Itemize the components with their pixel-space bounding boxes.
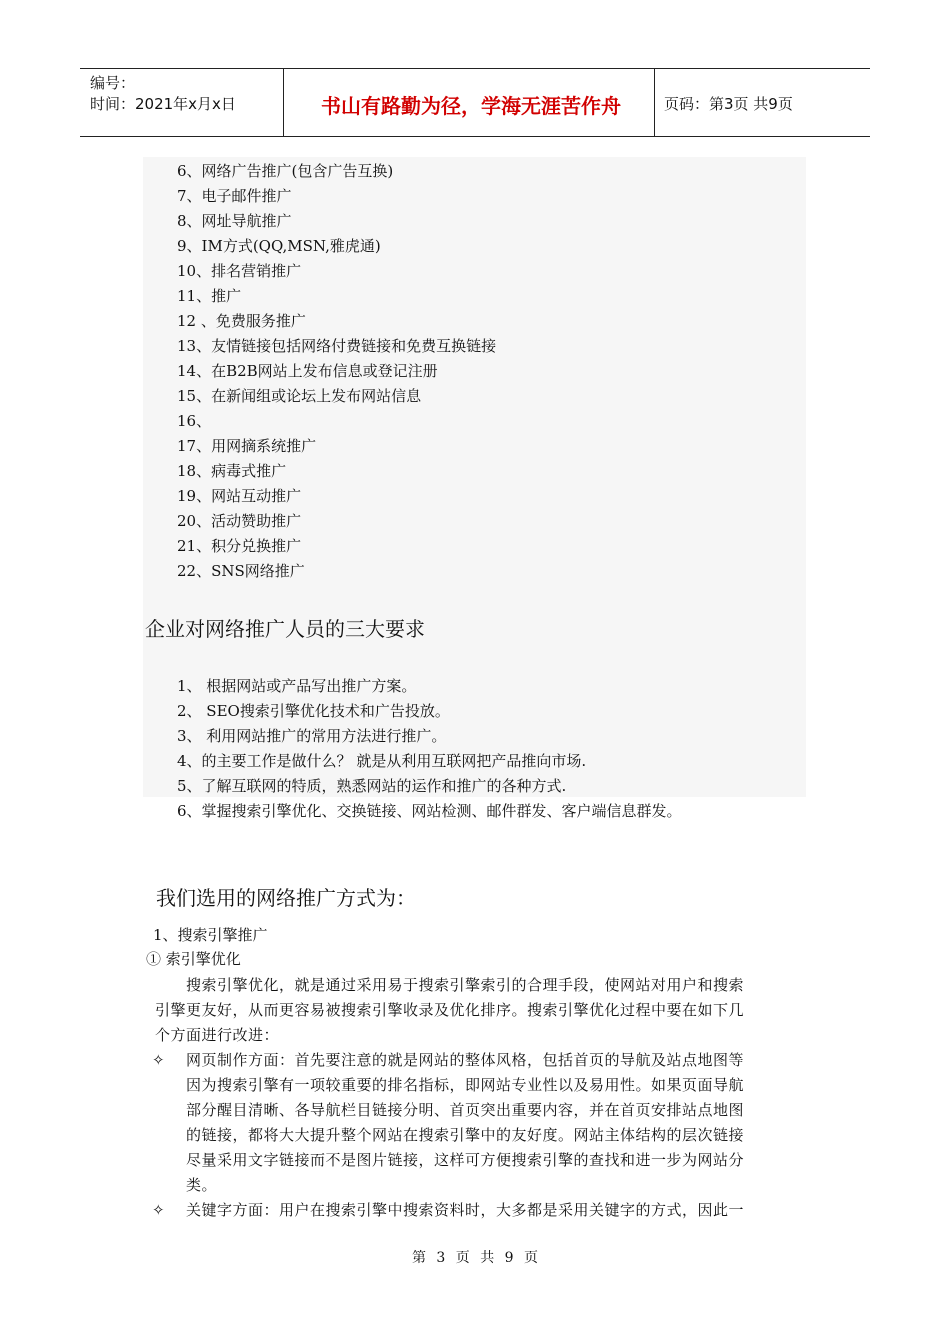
header-motto: 书山有路勤为径，学海无涯苦作舟	[321, 94, 621, 118]
bullet-line: 部分醒目清晰、各导航栏目链接分明、首页突出重要内容，并在首页安排站点地图	[186, 1101, 745, 1119]
section-heading: 我们选用的网络推广方式为：	[156, 886, 416, 910]
list-item: 7、电子邮件推广	[177, 187, 292, 205]
list-item: 3、 利用网站推广的常用方法进行推广。	[177, 727, 447, 745]
list-item: 6、掌握搜索引擎优化、交换链接、网站检测、邮件群发、客户端信息群发。	[177, 802, 682, 820]
time-label: 时间：2021年x月x日	[90, 95, 236, 113]
bullet-line: 尽量采用文字链接而不是图片链接，这样可方便搜索引擎的查找和进一步为网站分	[186, 1151, 745, 1169]
list-item: 4、的主要工作是做什么？ 就是从利用互联网把产品推向市场.	[177, 752, 587, 770]
list-item: 15、在新闻组或论坛上发布网站信息	[177, 387, 422, 405]
list-item: 12 、免费服务推广	[177, 312, 306, 330]
bullet-line: 类。	[186, 1176, 218, 1194]
bullet-line: 关键字方面：用户在搜索引擎中搜索资料时，大多都是采用关键字的方式，因此一	[186, 1201, 745, 1219]
bullet-line: 网页制作方面：首先要注意的就是网站的整体风格，包括首页的导航及站点地图等	[186, 1051, 745, 1069]
list-item: 2、 SEO搜索引擎优化技术和广告投放。	[177, 702, 450, 720]
list-item: 20、活动赞助推广	[177, 512, 302, 530]
section-heading: 企业对网络推广人员的三大要求	[145, 617, 425, 641]
list-item: 14、在B2B网站上发布信息或登记注册	[177, 362, 438, 380]
list-item: 21、积分兑换推广	[177, 537, 302, 555]
list-item: 17、用网摘系统推广	[177, 437, 317, 455]
list-item: 10、排名营销推广	[177, 262, 302, 280]
list-item: 9、IM方式(QQ,MSN,雅虎通)	[177, 237, 381, 255]
diamond-bullet-icon: ✧	[152, 1201, 165, 1219]
list-item: 1、 根据网站或产品写出推广方案。	[177, 677, 417, 695]
page-header	[80, 68, 870, 137]
diamond-bullet-icon: ✧	[152, 1051, 165, 1069]
subheading: ① 索引擎优化	[146, 950, 241, 968]
page-footer: 第 3 页 共 9 页	[411, 1250, 539, 1266]
header-page-label: 页码：第3页 共9页	[664, 95, 793, 113]
bullet-line: 的链接，都将大大提升整个网站在搜索引擎中的友好度。网站主体结构的层次链接	[186, 1126, 745, 1144]
paragraph-line: 引擎更友好，从而更容易被搜索引擎收录及优化排序。搜索引擎优化过程中要在如下几	[155, 1001, 745, 1019]
paragraph-line: 个方面进行改进：	[155, 1026, 280, 1044]
header-divider	[654, 69, 655, 136]
list-item: 8、网址导航推广	[177, 212, 292, 230]
list-item: 13、友情链接包括网络付费链接和免费互换链接	[177, 337, 497, 355]
list-item: 22、SNS网络推广	[177, 562, 305, 580]
number-label: 编号：	[90, 74, 136, 92]
paragraph-line: 搜索引擎优化，就是通过采用易于搜索引擎索引的合理手段，使网站对用户和搜索	[186, 976, 745, 994]
list-item: 6、网络广告推广(包含广告互换)	[177, 162, 394, 180]
list-item: 16、	[177, 412, 212, 430]
list-item: 19、网站互动推广	[177, 487, 302, 505]
list-item: 11、推广	[177, 287, 242, 305]
list-item: 18、病毒式推广	[177, 462, 287, 480]
list-item: 5、了解互联网的特质，熟悉网站的运作和推广的各种方式.	[177, 777, 567, 795]
header-meta	[90, 73, 236, 115]
subheading: 1、搜索引擎推广	[153, 926, 268, 944]
bullet-line: 因为搜索引擎有一项较重要的排名指标，即网站专业性以及易用性。如果页面导航	[186, 1076, 745, 1094]
